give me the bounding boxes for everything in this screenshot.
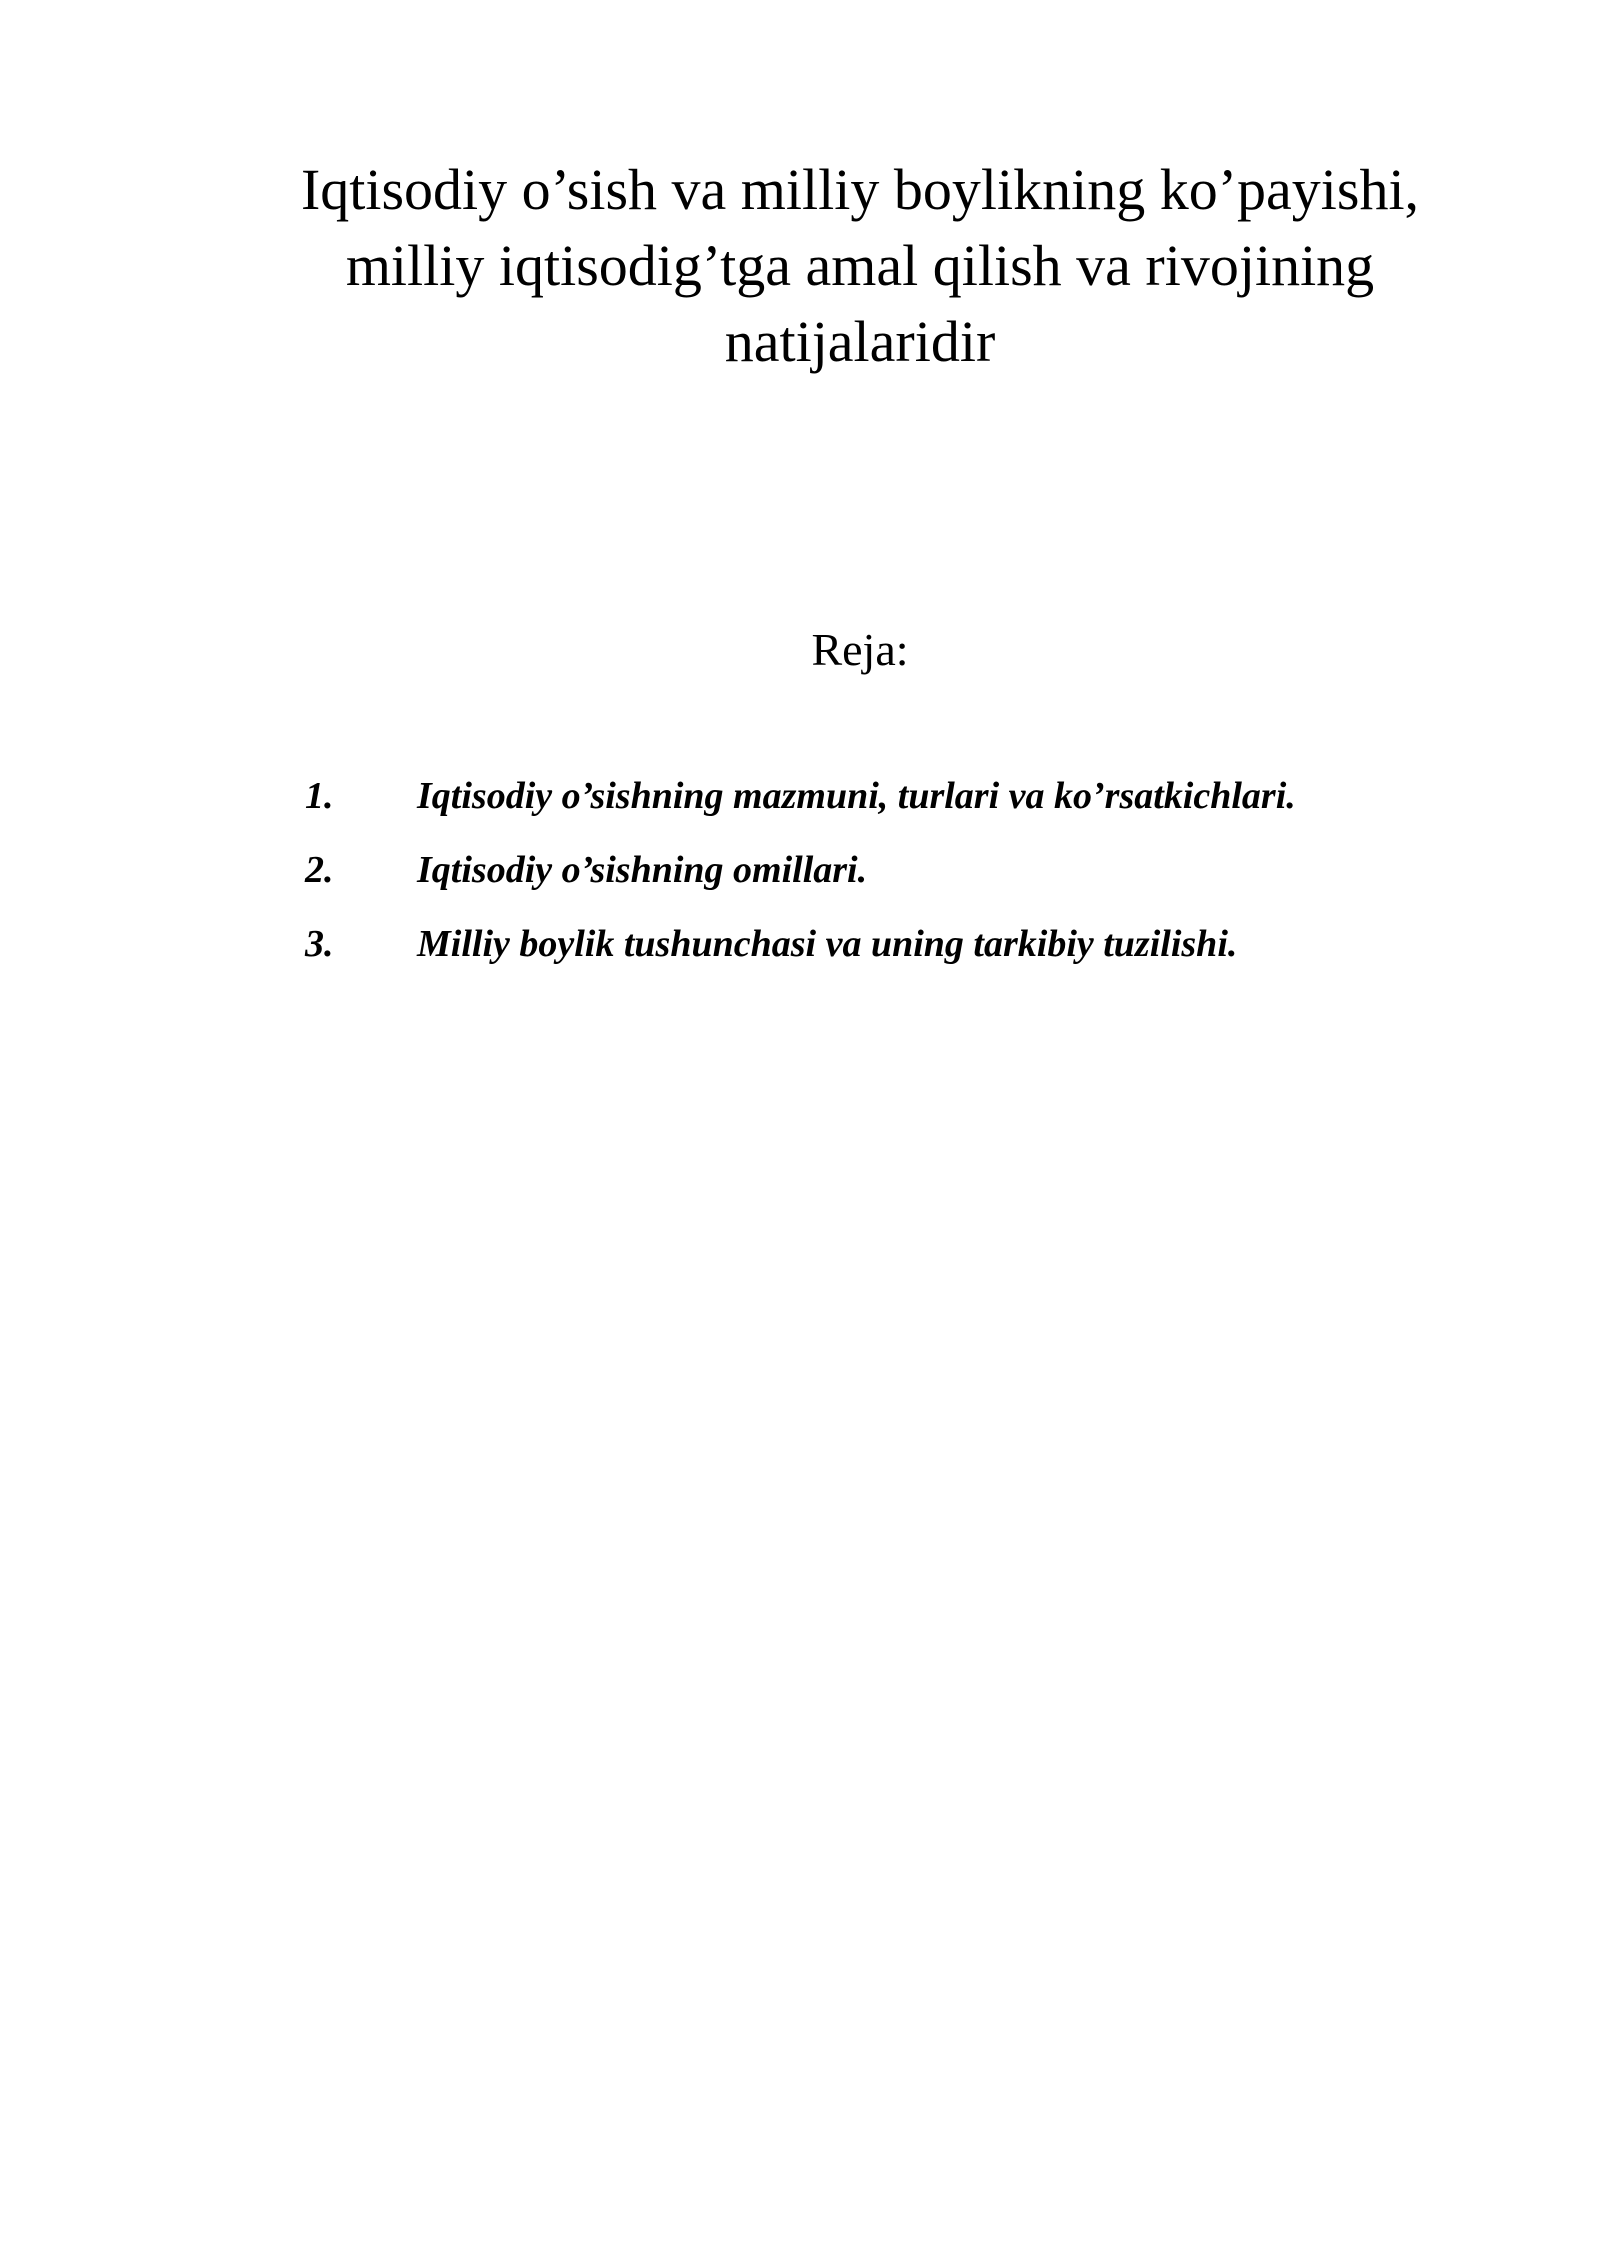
title-line: natijalaridir [724, 309, 996, 374]
title-line: milliy iqtisodig’tga amal qilish va rivojining [345, 233, 1375, 298]
plan-item [305, 918, 1505, 992]
plan-item [305, 844, 1505, 918]
plan-item-text: Iqtisodiy o’sishning omillari. [417, 849, 868, 891]
plan-heading: Reja: [811, 624, 909, 675]
plan-item [305, 770, 1505, 844]
document-title [250, 152, 1470, 380]
plan-item-number: 3. [305, 923, 334, 965]
plan-item-number: 1. [305, 775, 334, 817]
plan-item-text: Milliy boylik tushunchasi va uning tarkibiy tuzilishi. [417, 923, 1238, 965]
plan-item-text: Iqtisodiy o’sishning mazmuni, turlari va ko’rsatkichlari. [417, 775, 1296, 817]
title-line: Iqtisodiy o’sish va milliy boylikning ko’payishi, [300, 157, 1420, 222]
plan-list [305, 770, 1505, 992]
plan-item-number: 2. [305, 849, 334, 891]
